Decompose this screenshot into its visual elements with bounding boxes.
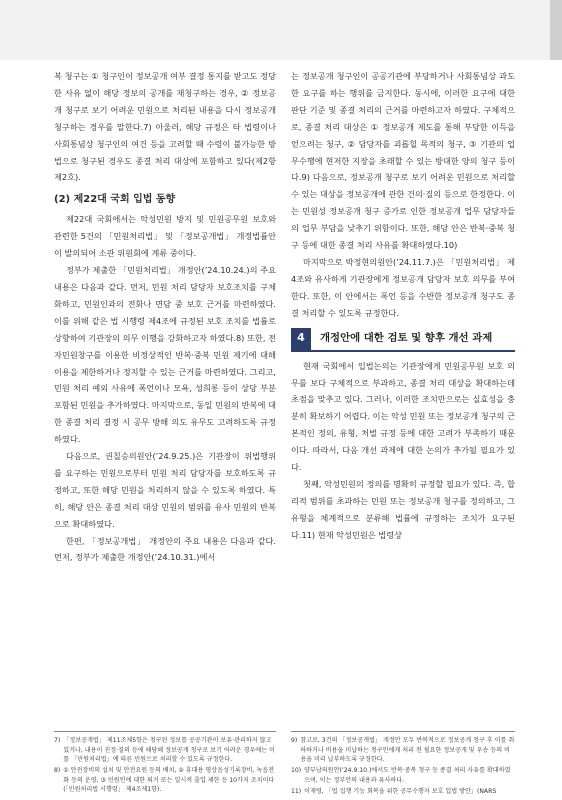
right-paragraph-4: 첫째, 악성민원의 정의를 명확히 규정할 필요가 있다. 즉, 합리적 범위를 초과하는 민원 또는 정보공개 청구를 정의하고, 그 유형을 체계적으로 분류해 법률에 규정하는 조치가 요구된다.11) 현재 악성민원은 법령상 (291, 478, 515, 540)
footnote-text: 이재영, 「법 집행 기능 회복을 위한 공무수행자 보호 입법 방안」(NARS (304, 787, 497, 795)
section-title: 개정안에 대한 검토 및 향후 개선 과제 (320, 332, 493, 345)
footnote-text: 참고로, 3건의 「정보공개법」 개정안 모두 반복적으로 정보공개 청구 후 이를 취하하거나 비용을 미납하는 청구인에게 처리 전 필요한 정보공개 및 우송 등의 비용을 미리 납부하도록 규정한다. (300, 737, 515, 764)
footnote-10 (291, 766, 515, 785)
section-4-heading (291, 328, 515, 352)
footnote-9 (291, 736, 515, 765)
right-paragraph-1: 는 정보공개 청구인이 공공기관에 부당하거나 사회통념상 과도한 요구를 하는 행위를 금지한다. 동시에, 이러한 요구에 대한 판단 기준 및 종결 처리의 근거를 마련하고자 하였다. 구체적으로, 종결 처리 대상은 ① 정보공개 제도를 통해 부당한 이득을 얻으려는 청구, ② 담당자를 괴롭힐 목적의 청구, ③ 기관의 업무수행에 현저한 지장을 초래할 수 있는 방대한 양의 청구 등이다.9) 다음으로, 정보공개 청구로 보기 어려운 민원으로 처리할 수 있는 대상을 정보공개에 관한 건의·질의 등으로 한정한다. 이는 민원성 정보공개 청구 증가로 인한 정보공개 업무 담당자들의 업무 부담을 낮추기 위함이다. 또한, 해당 안은 반복·중복 청구 등에 대한 종결 처리 사유를 확대하였다.10) (291, 71, 515, 251)
footnote-11 (291, 787, 515, 797)
left-paragraph-5: 한편, 「정보공개법」 개정안의 주요 내용은 다음과 같다. 먼저, 정부가 제출한 개정안(’24.10.31.)에서 (54, 535, 276, 563)
left-paragraph-2: 제22대 국회에서는 악성민원 방지 및 민원공무원 보호와 관련한 5건의 「민원처리법」 및 「정보공개법」 개정법률안이 발의되어 소관 위원회에 계류 중이다. (54, 214, 276, 259)
right-column (291, 68, 515, 544)
left-paragraph-4: 다음으로, 권칠승의원안(’24.9.25.)은 기관장이 위법행위를 요구하는 민원으로부터 민원 처리 담당자를 보호하도록 규정하고, 또한 해당 민원을 처리하지 않을 수 있도록 하였다. 특히, 해당 안은 종결 처리 대상 민원의 범위를 유사 민원의 반복으로 확대하였다. (54, 451, 276, 529)
footnote-marker: 9) (291, 737, 298, 744)
footnote-divider-left (54, 731, 276, 732)
footnote-text: ① 안전장비의 설치 및 안전요원 등의 배치, ② 휴대용 영상음성기록장비, 녹음전화 등의 운영, ③ 민원인에 대한 퇴거 또는 일시적 출입 제한 등 10가지 조치이다(「민원처리법 시행령」 제4조제1항). (63, 767, 275, 794)
page-header-accent (550, 0, 562, 60)
left-column (54, 68, 276, 566)
footnotes-right (291, 736, 515, 798)
footnote-marker: 8) (54, 767, 61, 775)
section-number-badge: 4 (291, 328, 311, 350)
footnote-divider-right (291, 731, 515, 732)
footnote-8 (54, 766, 276, 795)
left-paragraph-3: 정부가 제출한 「민원처리법」 개정안(’24.10.24.)의 주요 내용은 다음과 같다. 먼저, 민원 처리 담당자 보호조치를 구체화하고, 민원인과의 전화나 면담 중 보호 근거를 마련하였다. 이를 위해 같은 법 시행령 제4조에 규정된 보호 조치를 법률로 상향하여 기관장의 의무 이행을 강화하고자 하였다.8) 또한, 전자민원창구를 이용한 비정상적인 반복·중복 민원 제기에 대해 이용을 제한하거나 정지할 수 있는 근거를 마련하였다. 그리고, 민원 처리 예외 사유에 폭언이나 모욕, 성희롱 등이 상당 부분 포함된 민원을 추가하였다. 마지막으로, 동일 민원의 반복에 대한 종결 처리 결정 시 공무 방해 의도 유무도 고려하도록 규정하였다. (54, 265, 276, 445)
footnote-marker: 11) (291, 787, 302, 795)
footnotes-left (54, 736, 276, 797)
left-paragraph-1: 복 청구는 ① 청구인이 정보공개 여부 결정 통지를 받고도 정당한 사유 없이 해당 정보의 공개를 재청구하는 경우, ② 정보공개 청구로 보기 어려운 민원으로 처리된 내용을 다시 정보공개 청구하는 경우를 말한다.7) 아울러, 해당 규정은 타 법령이나 사회통념상 청구인의 여건 등을 고려할 때 수령이 불가능한 방법으로 청구된 경우도 종결 처리 대상에 포함하고 있다(제2항제2호). (54, 71, 276, 183)
footnote-marker: 10) (291, 767, 302, 775)
section-heading-22nd-assembly: (2) 제22대 국회 입법 동향 (54, 194, 176, 206)
footnote-marker: 7) (54, 737, 61, 744)
footnote-text: 「정보공개법」 제11조제5항은 청구된 정보를 공공기관이 보유·관리하지 않고 있거나, 내용이 진정·질의 등에 해당해 정보공개 청구로 보기 어려운 경우에는 이를 「민원처리법」에 따른 민원으로 처리할 수 있도록 규정한다. (63, 737, 275, 764)
right-paragraph-3: 현재 국회에서 입법논의는 기관장에게 민원공무원 보호 의무를 보다 구체적으로 부과하고, 종결 처리 대상을 확대하는데 초점을 맞추고 있다. 그러나, 이러한 조치만으로는 실효성을 충분히 확보하기 어렵다. 이는 악성 민원 또는 정보공개 청구의 근본적인 정의, 유형, 처벌 규정 등에 대한 고려가 부족하기 때문이다. 따라서, 다음 개선 과제에 대한 논의가 추가될 필요가 있다. (291, 360, 515, 473)
footnote-text: 양부남의원안(’24.9.10.)에서도 반복·중복 청구 등 종결 처리 사유를 확대하였으며, 이는 정부안의 내용과 유사하다. (304, 767, 511, 784)
footnote-7 (54, 736, 276, 765)
right-paragraph-2: 마지막으로 박정현의원안(’24.11.7.)은 「민원처리법」 제4조와 유사하게 기관장에게 정보공개 담당자 보호 의무를 부여한다. 또한, 이 안에서는 폭언 등을 수반한 정보공개 청구도 종결 처리할 수 있도록 규정한다. (291, 256, 515, 318)
page-header-band (0, 0, 562, 60)
